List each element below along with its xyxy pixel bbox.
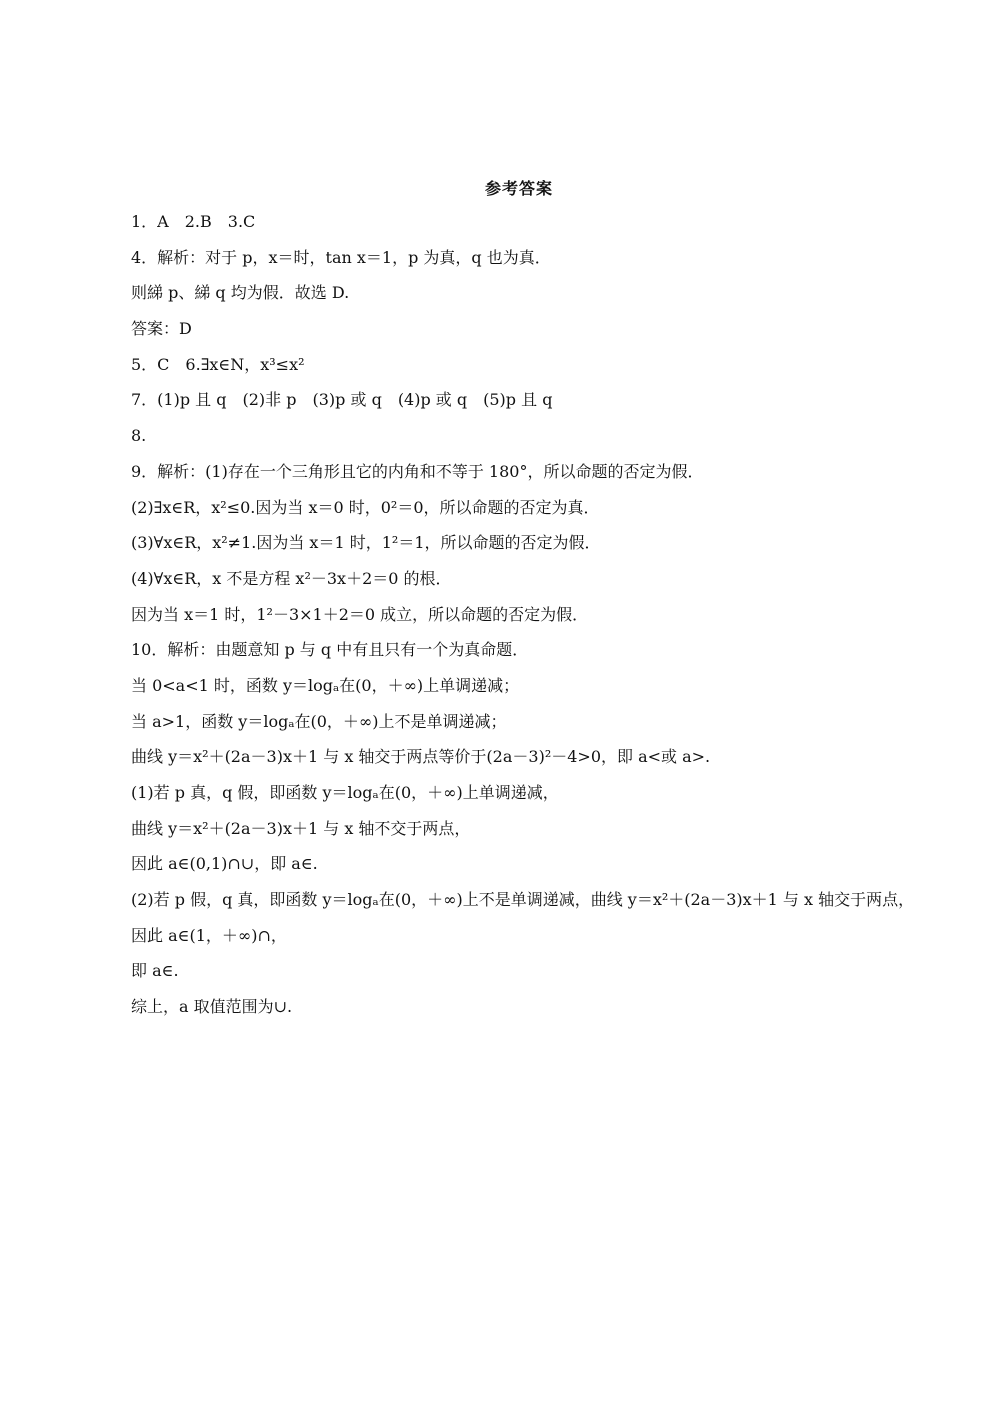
answer-line-4: 答案：D [131, 319, 192, 339]
answer-line-8: 9．解析：(1)存在一个三角形且它的内角和不等于 180°，所以命题的否定为假． [131, 461, 704, 481]
answer-line-9: (2)∃x∈R，x²≤0.因为当 x＝0 时，0²＝0，所以命题的否定为真． [131, 497, 600, 517]
page-title: 参考答案 [484, 179, 553, 198]
answer-line-22: 即 a∈. [131, 961, 179, 981]
answer-line-13: 10．解析：由题意知 p 与 q 中有且只有一个为真命题． [131, 640, 529, 660]
answer-line-1: 1．A 2.B 3.C [131, 212, 256, 231]
answer-line-11: (4)∀x∈R，x 不是方程 x²－3x＋2＝0 的根． [131, 568, 452, 588]
answer-line-20: (2)若 p 假，q 真，即函数 y＝logₐ在(0，＋∞)上不是单调递减，曲线 y＝x²＋(2a－3)x＋1 与 x 轴交于两点， [131, 890, 915, 910]
answer-line-14: 当 0<a<1 时，函数 y＝logₐ在(0，＋∞)上单调递减； [131, 675, 520, 695]
answer-line-16: 曲线 y＝x²＋(2a－3)x＋1 与 x 轴交于两点等价于(2a－3)²－4>0，即 a<或 a>. [131, 747, 711, 767]
answer-body [97, 204, 917, 1025]
answer-line-21: 因此 a∈(1，＋∞)∩， [131, 925, 287, 945]
answer-line-17: (1)若 p 真，q 假，即函数 y＝logₐ在(0，＋∞)上单调递减， [131, 783, 559, 802]
answer-line-12: 因为当 x＝1 时，1²－3×1＋2＝0 成立，所以命题的否定为假． [131, 604, 589, 624]
answer-line-18: 曲线 y＝x²＋(2a－3)x＋1 与 x 轴不交于两点， [131, 818, 471, 838]
answer-line-23: 综上，a 取值范围为∪. [131, 997, 293, 1017]
answer-line-2: 4．解析：对于 p，x＝时，tan x＝1，p 为真，q 也为真． [131, 247, 551, 267]
answer-line-6: 7．(1)p 且 q (2)非 p (3)p 或 q (4)p 或 q (5)p 且 q [131, 390, 553, 410]
answer-line-3: 则綈 p、綈 q 均为假．故选 D. [131, 283, 350, 303]
answer-line-5: 5．C 6.∃x∈N，x³≤x² [131, 354, 305, 374]
answer-line-7: 8. [131, 426, 147, 446]
answer-line-15: 当 a>1，函数 y＝logₐ在(0，＋∞)上不是单调递减； [131, 711, 507, 731]
answer-line-19: 因此 a∈(0,1)∩∪，即 a∈. [131, 854, 318, 874]
answer-line-10: (3)∀x∈R，x²≠1.因为当 x＝1 时，1²＝1，所以命题的否定为假． [131, 533, 601, 553]
